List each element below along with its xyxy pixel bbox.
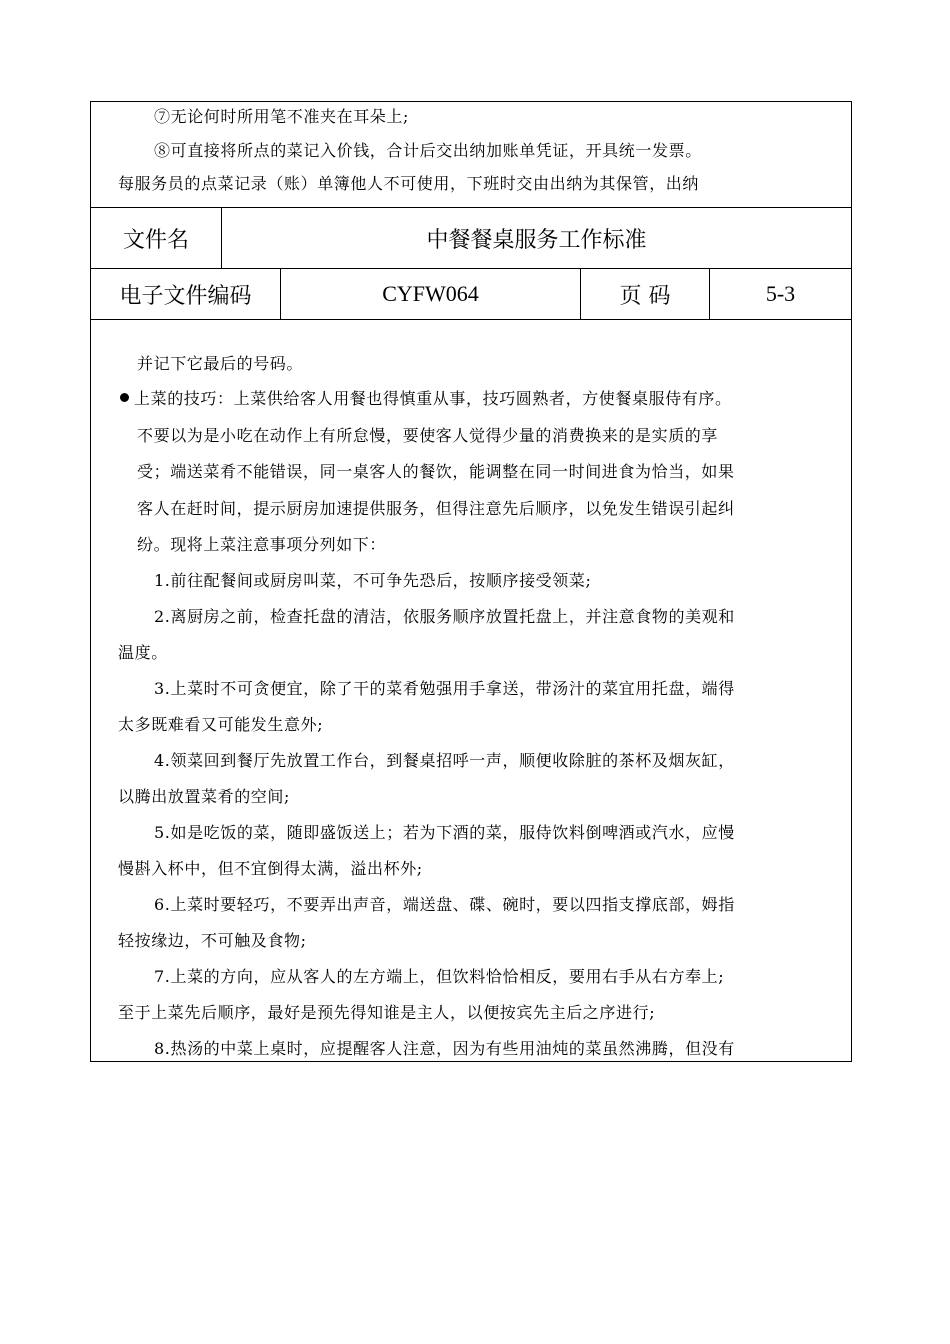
- code-label: 电子文件编码: [119, 283, 252, 309]
- text-line: 温度。: [118, 643, 168, 662]
- document-table: [90, 101, 852, 1062]
- page-value: 5-3: [709, 269, 851, 319]
- bullet-icon: [120, 393, 129, 402]
- text-line: 8.热汤的中菜上桌时，应提醒客人注意，因为有些用油炖的菜虽然沸腾，但没有: [154, 1039, 735, 1058]
- text-line: 每服务员的点菜记录（账）单簿他人不可使用，下班时交由出纳为其保管，出纳: [118, 174, 700, 193]
- document-title: 中餐餐桌服务工作标准: [221, 208, 851, 268]
- previous-page-continuation: [91, 102, 851, 208]
- text-line: 1.前往配餐间或厨房叫菜，不可争先恐后，按顺序接受领菜;: [154, 571, 592, 590]
- text-line: 太多既难看又可能发生意外;: [118, 715, 324, 734]
- text-line: 上菜的技巧：上菜供给客人用餐也得慎重从事，技巧圆熟者，方使餐桌服侍有序。: [134, 389, 732, 408]
- code-value: CYFW064: [280, 269, 580, 319]
- text-line: 6.上菜时要轻巧，不要弄出声音，端送盘、碟、碗时，要以四指支撑底部，姆指: [154, 895, 735, 914]
- text-line: 受；端送菜肴不能错误，同一桌客人的餐饮，能调整在同一时间进食为恰当，如果: [137, 462, 735, 481]
- text-line: 客人在赶时间，提示厨房加速提供服务，但得注意先后顺序，以免发生错误引起纠: [137, 499, 735, 518]
- text-line: 并记下它最后的号码。: [137, 354, 304, 373]
- text-line: 慢斟入杯中，但不宜倒得太满，溢出杯外;: [118, 859, 423, 878]
- text-line: 7.上菜的方向，应从客人的左方端上，但饮料恰恰相反，要用右手从右方奉上;: [154, 967, 725, 986]
- bullet-paragraph: [120, 388, 732, 410]
- text-line: 5.如是吃饭的菜，随即盛饭送上；若为下酒的菜，服侍饮料倒啤酒或汽水，应慢: [154, 823, 735, 842]
- text-line: ⑧可直接将所点的菜记入价钱，合计后交出纳加账单凭证，开具统一发票。: [154, 141, 702, 160]
- code-row: [91, 269, 851, 320]
- text-line: ⑦无论何时所用笔不准夹在耳朵上;: [154, 107, 409, 126]
- text-line: 以腾出放置菜肴的空间;: [118, 787, 290, 806]
- text-line: 3.上菜时不可贪便宜，除了干的菜肴勉强用手拿送，带汤汁的菜宜用托盘，端得: [154, 679, 735, 698]
- text-line: 至于上菜先后顺序，最好是预先得知谁是主人，以便按宾先主后之序进行;: [118, 1003, 656, 1022]
- text-line: 4.领菜回到餐厅先放置工作台，到餐桌招呼一声，顺便收除脏的茶杯及烟灰缸，: [154, 751, 735, 770]
- text-line: 不要以为是小吃在动作上有所怠慢，要使客人觉得少量的消费换来的是实质的享: [137, 426, 719, 445]
- file-name-label: 文件名: [122, 227, 189, 253]
- page-label: 页 码: [580, 269, 709, 319]
- text-line: 纷。现将上菜注意事项分列如下：: [137, 535, 387, 554]
- file-name-row: [91, 208, 851, 269]
- text-line: 2.离厨房之前，检查托盘的清洁，依服务顺序放置托盘上，并注意食物的美观和: [154, 607, 735, 626]
- text-line: 轻按缘边，不可触及食物;: [118, 931, 307, 950]
